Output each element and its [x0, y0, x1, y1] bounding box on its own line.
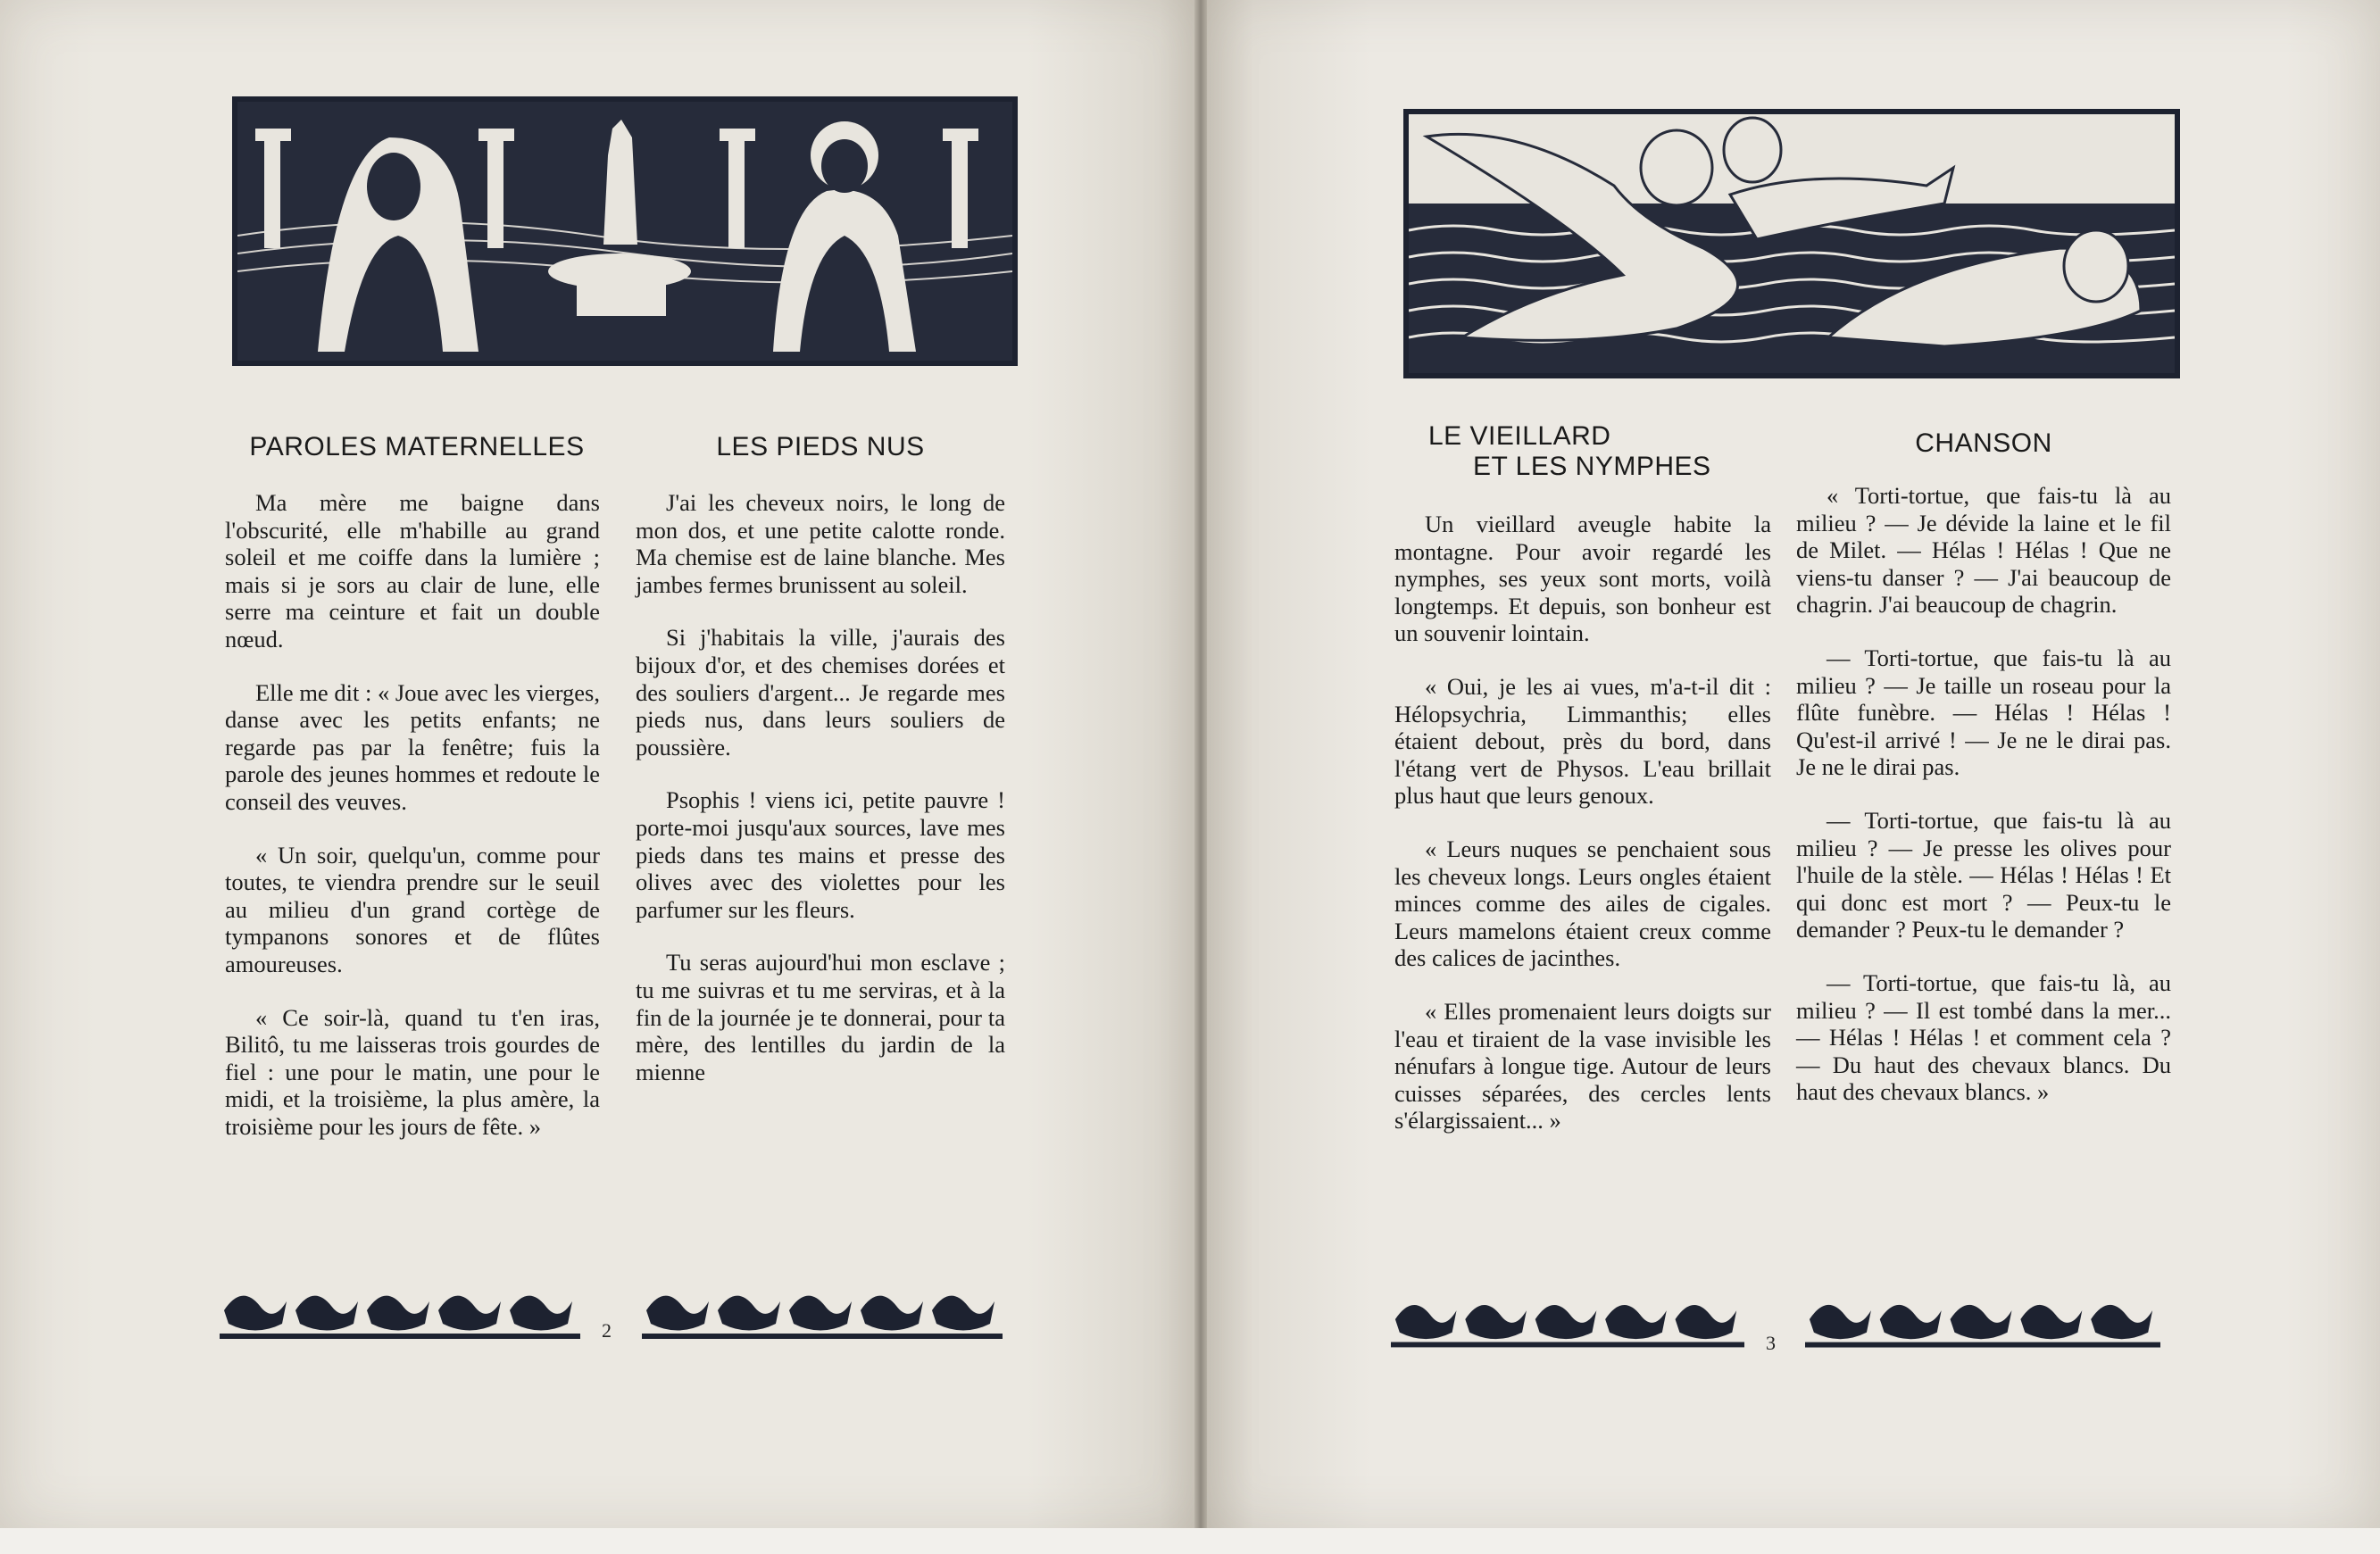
title-line-1: LE VIEILLARD	[1428, 421, 1611, 451]
page-number-right: 3	[1766, 1332, 1776, 1354]
paragraph: Ma mère me baigne dans l'obscurité, elle m'habille au grand soleil et me coiffe dans la lumière ; mais si je sors au clair de lune, elle serre ma ceinture et fait un double nœud.	[225, 489, 600, 652]
paragraph: Psophis ! viens ici, petite pauvre ! porte-moi jusqu'aux sources, lave mes pieds dans tes mains et presse des olives avec des violettes pour les parfumer sur les fleurs.	[636, 786, 1005, 923]
paragraph: « Un soir, quelqu'un, comme pour toutes, te viendra prendre sur le seuil au milieu d'un grand cortège de tympanons sonores et de flûtes amoureuses.	[225, 841, 600, 977]
paragraph: « Ce soir-là, quand tu t'en iras, Bilitô, tu me laisseras trois gourdes de fiel : une pour le matin, une pour le midi, et la troisième, la plus amère, la troisième pour les jours de fête. »	[225, 1003, 600, 1140]
paragraph: « Oui, je les ai vues, m'a-t-il dit : Hélopsychria, Limmanthis; elles étaient debout, près du bord, dans l'étang vert de Physos. L'eau brillait plus haut que leurs genoux.	[1394, 672, 1771, 810]
poem-body-paroles-maternelles	[225, 489, 600, 1166]
poem-body-le-vieillard	[1394, 511, 1771, 1160]
ornament-wave-frieze	[1391, 1292, 1744, 1350]
paragraph: Tu seras aujourd'hui mon esclave ; tu me suivras et tu me serviras, et à la fin de la journée je te donnerai, pour ta mère, des lentilles du jardin de la mienne	[636, 949, 1005, 1085]
paragraph: — Torti-tortue, que fais-tu là au milieu ? — Je presse les olives pour l'huile de la stèle. — Hélas ! Hélas ! Et qui donc est mort ? — Peux-tu le demander ? Peux-tu le demander ?	[1796, 806, 2171, 943]
page-number-left: 2	[602, 1319, 612, 1342]
poem-title-chanson: CHANSON	[1915, 428, 2052, 458]
title-line-2: ET LES NYMPHES	[1473, 452, 1711, 481]
poem-body-chanson	[1796, 482, 2171, 1132]
paragraph: « Leurs nuques se penchaient sous les cheveux longs. Leurs ongles étaient minces comme des ailes de cigales. Leurs mamelons étaient creux comme des calices de jacinthes.	[1394, 835, 1771, 972]
ornament-wave-frieze	[641, 1284, 1003, 1341]
paragraph: Elle me dit : « Joue avec les vierges, danse avec les petits enfants; ne regarde pas par la fenêtre; fuis la parole des jeunes hommes et redoute le conseil des veuves.	[225, 678, 600, 815]
paragraph: — Torti-tortue, que fais-tu là, au milieu ? — Il est tombé dans la mer... — Hélas ! Hélas ! et comment cela ? — Du haut des chevaux blancs. Du haut des chevaux blancs. »	[1796, 968, 2171, 1106]
scan-border	[0, 1528, 2380, 1554]
paragraph: — Torti-tortue, que fais-tu là au milieu ? — Je taille un roseau pour la flûte funèbre. — Hélas ! Hélas ! Qu'est-il arrivé ! — Je ne le dirai pas. Je ne le dirai pas.	[1796, 644, 2171, 781]
poem-body-les-pieds-nus	[636, 489, 1005, 1111]
poem-title-paroles-maternelles: PAROLES MATERNELLES	[249, 432, 585, 461]
paragraph: « Elles promenaient leurs doigts sur l'eau et tiraient de la vase invisible les nénufars à longue tige. Autour de leurs cuisses séparées, des cercles lents s'élargissaient... »	[1394, 997, 1771, 1134]
ornament-wave-frieze	[220, 1284, 580, 1341]
poem-title-le-vieillard	[1393, 421, 1785, 482]
paragraph: Si j'habitais la ville, j'aurais des bijoux d'or, et des chemises dorées et des souliers d'argent... Je regarde mes pieds nus, dans leurs souliers de poussière.	[636, 624, 1005, 760]
paragraph: « Torti-tortue, que fais-tu là au milieu ? — Je dévide la laine et le fil de Milet. — Hélas ! Hélas ! Que ne viens-tu danser ? — J'ai beaucoup de chagrin. J'ai beaucoup de chagrin.	[1796, 482, 2171, 619]
book-gutter	[1194, 0, 1207, 1528]
poem-title-les-pieds-nus: LES PIEDS NUS	[716, 432, 925, 461]
woodcut-illustration-women-fountain	[232, 96, 1018, 366]
woodcut-illustration-swimming-nymphs	[1403, 109, 2180, 378]
paragraph: J'ai les cheveux noirs, le long de mon dos, et une petite calotte ronde. Ma chemise est de laine blanche. Mes jambes fermes brunissent au soleil.	[636, 489, 1005, 598]
paragraph: Un vieillard aveugle habite la montagne. Pour avoir regardé les nymphes, ses yeux sont morts, voilà longtemps. Et depuis, son bonheur est un souvenir lointain.	[1394, 511, 1771, 647]
ornament-wave-frieze	[1805, 1292, 2160, 1350]
